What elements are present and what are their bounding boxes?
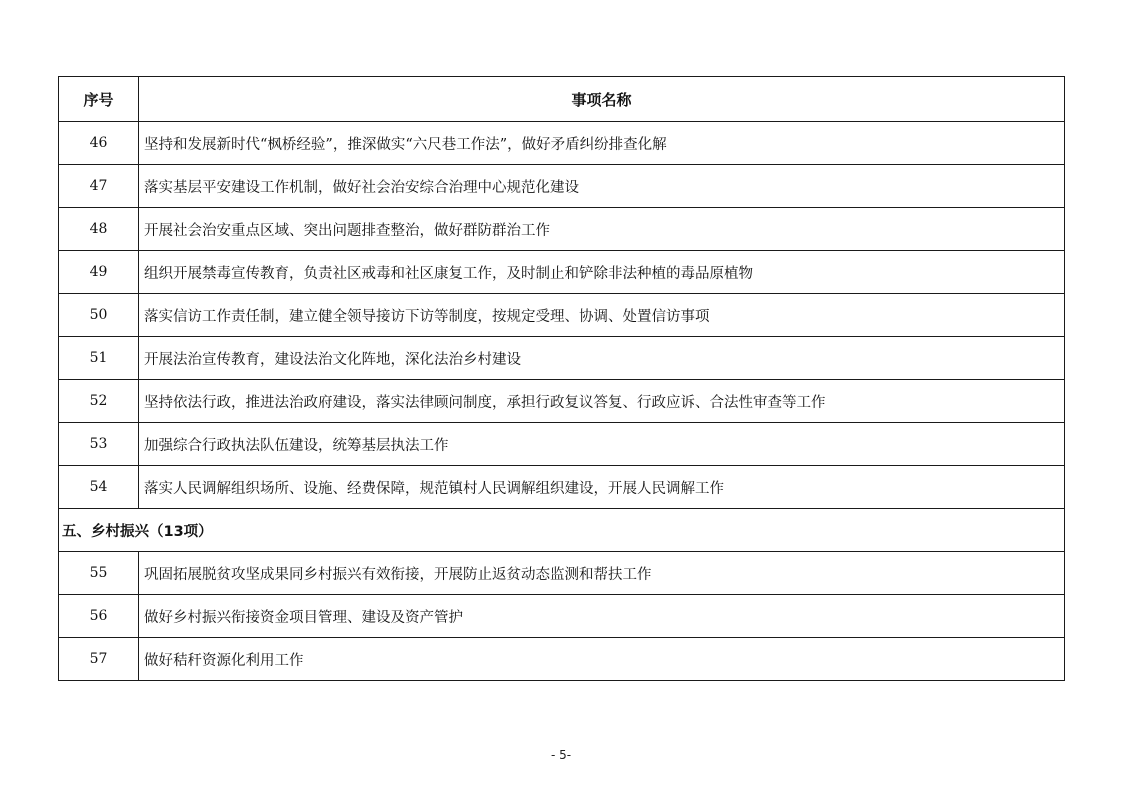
row-number: 47 — [59, 165, 139, 208]
table-row — [59, 423, 1065, 466]
row-item-name: 巩固拓展脱贫攻坚成果同乡村振兴有效衔接，开展防止返贫动态监测和帮扶工作 — [139, 552, 1065, 595]
row-item-name: 开展法治宣传教育，建设法治文化阵地，深化法治乡村建设 — [139, 337, 1065, 380]
column-header-number: 序号 — [59, 77, 139, 122]
table-row — [59, 380, 1065, 423]
row-item-name: 落实基层平安建设工作机制，做好社会治安综合治理中心规范化建设 — [139, 165, 1065, 208]
row-item-name: 坚持和发展新时代“枫桥经验”，推深做实“六尺巷工作法”，做好矛盾纠纷排查化解 — [139, 122, 1065, 165]
row-number: 49 — [59, 251, 139, 294]
table-header-row — [59, 77, 1065, 122]
table-row — [59, 251, 1065, 294]
row-number: 55 — [59, 552, 139, 595]
row-number: 54 — [59, 466, 139, 509]
row-item-name: 加强综合行政执法队伍建设，统筹基层执法工作 — [139, 423, 1065, 466]
table-row — [59, 552, 1065, 595]
row-item-name: 落实信访工作责任制，建立健全领导接访下访等制度，按规定受理、协调、处置信访事项 — [139, 294, 1065, 337]
row-item-name: 做好秸秆资源化利用工作 — [139, 638, 1065, 681]
section-heading: 五、乡村振兴（13项） — [59, 509, 1065, 552]
items-table — [58, 76, 1065, 681]
row-number: 51 — [59, 337, 139, 380]
row-number: 46 — [59, 122, 139, 165]
table-row — [59, 595, 1065, 638]
table-row — [59, 638, 1065, 681]
table-row — [59, 466, 1065, 509]
row-number: 53 — [59, 423, 139, 466]
row-number: 56 — [59, 595, 139, 638]
table-row — [59, 122, 1065, 165]
row-number: 52 — [59, 380, 139, 423]
table-row — [59, 208, 1065, 251]
row-item-name: 组织开展禁毒宣传教育，负责社区戒毒和社区康复工作，及时制止和铲除非法种植的毒品原植物 — [139, 251, 1065, 294]
row-item-name: 做好乡村振兴衔接资金项目管理、建设及资产管护 — [139, 595, 1065, 638]
row-number: 57 — [59, 638, 139, 681]
row-item-name: 坚持依法行政，推进法治政府建设，落实法律顾问制度，承担行政复议答复、行政应诉、合法性审查等工作 — [139, 380, 1065, 423]
row-number: 50 — [59, 294, 139, 337]
section-row — [59, 509, 1065, 552]
column-header-name: 事项名称 — [139, 77, 1065, 122]
table-row — [59, 165, 1065, 208]
row-item-name: 落实人民调解组织场所、设施、经费保障，规范镇村人民调解组织建设，开展人民调解工作 — [139, 466, 1065, 509]
table-row — [59, 337, 1065, 380]
row-number: 48 — [59, 208, 139, 251]
table-row — [59, 294, 1065, 337]
row-item-name: 开展社会治安重点区域、突出问题排查整治，做好群防群治工作 — [139, 208, 1065, 251]
page-number: - 5- — [550, 748, 572, 762]
